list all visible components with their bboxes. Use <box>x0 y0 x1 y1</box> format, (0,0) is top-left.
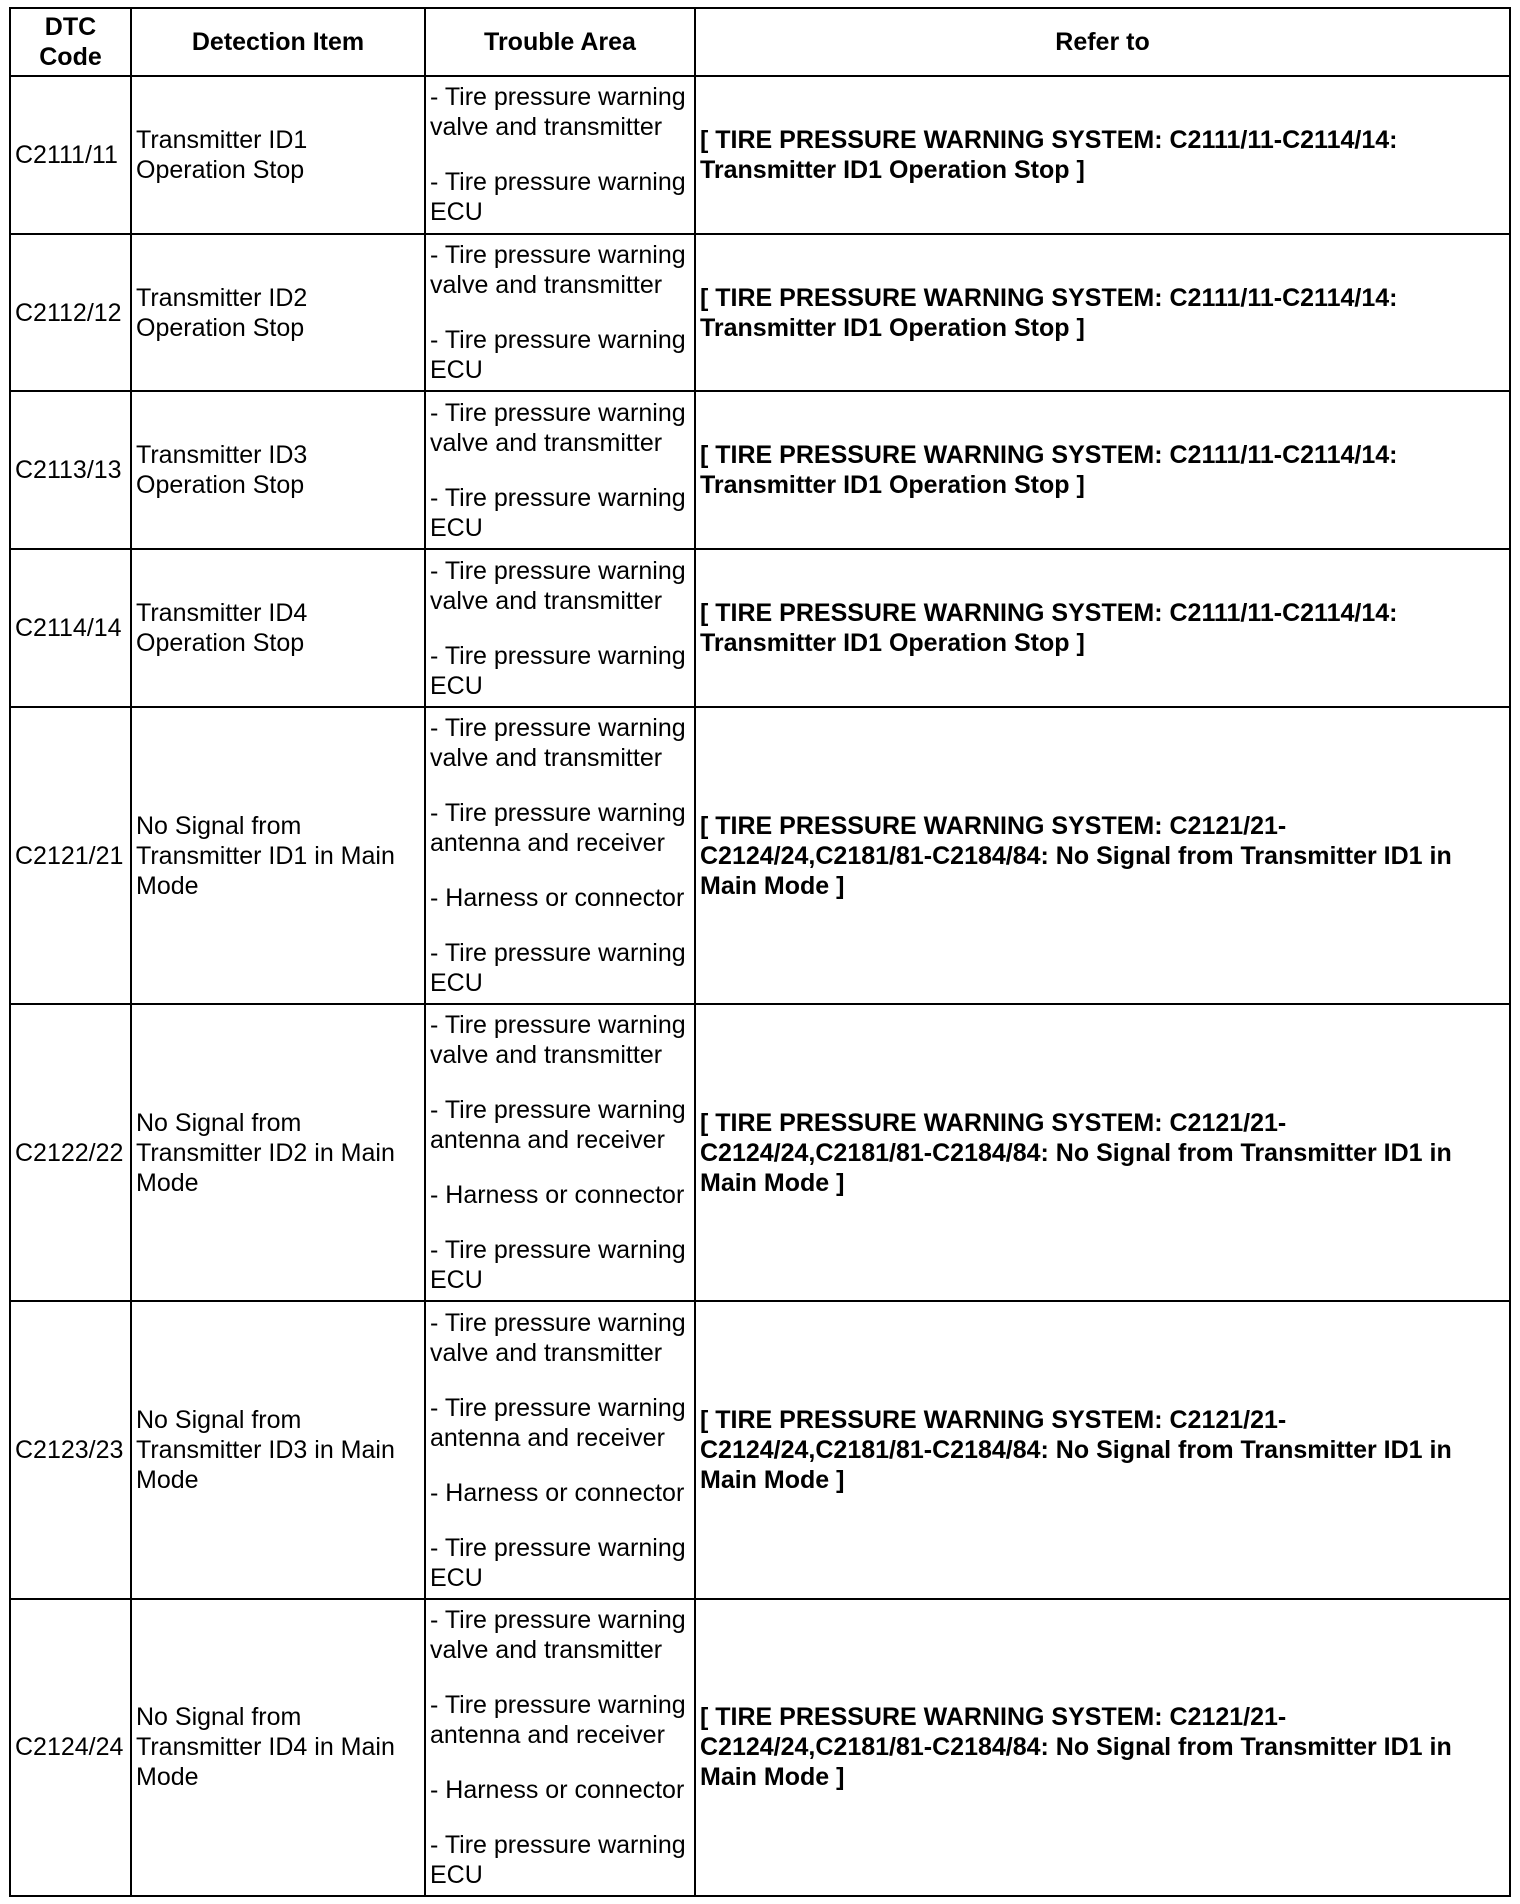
trouble-area-cell <box>425 234 695 392</box>
table-row <box>10 1004 1510 1301</box>
trouble-area-item: - Harness or connector <box>430 1181 685 1210</box>
table-row <box>10 391 1510 549</box>
trouble-area-item: - Harness or connector <box>430 1775 685 1804</box>
dtc-table <box>9 7 1511 1897</box>
trouble-area-item: - Tire pressure warning ECU <box>430 483 686 542</box>
detection-item-cell: Transmitter ID4 Operation Stop <box>131 549 425 707</box>
refer-to-link[interactable]: [ TIRE PRESSURE WARNING SYSTEM: C2111/11-C2114/14: Transmitter ID1 Operation Stop ] <box>695 391 1510 549</box>
dtc-code-cell: C2112/12 <box>10 234 131 392</box>
trouble-area-item: - Harness or connector <box>430 884 685 912</box>
refer-to-link[interactable]: [ TIRE PRESSURE WARNING SYSTEM: C2121/21-C2124/24,C2181/81-C2184/84: No Signal from Transmitter ID1 in Main Mode ] <box>695 1004 1510 1301</box>
trouble-area-item: - Tire pressure warning valve and transmitter <box>430 398 686 457</box>
detection-item-cell: No Signal from Transmitter ID2 in Main Mode <box>131 1004 425 1301</box>
trouble-area-item: - Tire pressure warning valve and transmitter <box>430 241 686 300</box>
header-refer-to: Refer to <box>695 8 1510 76</box>
refer-to-link[interactable]: [ TIRE PRESSURE WARNING SYSTEM: C2111/11-C2114/14: Transmitter ID1 Operation Stop ] <box>695 549 1510 707</box>
trouble-area-cell <box>425 391 695 549</box>
trouble-area-item: - Tire pressure warning valve and transmitter <box>430 714 686 772</box>
refer-to-link[interactable]: [ TIRE PRESSURE WARNING SYSTEM: C2111/11-C2114/14: Transmitter ID1 Operation Stop ] <box>695 234 1510 392</box>
header-trouble-area: Trouble Area <box>425 8 695 76</box>
dtc-code-cell: C2124/24 <box>10 1599 131 1896</box>
trouble-area-cell <box>425 1599 695 1896</box>
trouble-area-item: - Tire pressure warning antenna and receiver <box>430 1690 686 1749</box>
trouble-area-cell <box>425 1301 695 1598</box>
dtc-code-cell: C2111/11 <box>10 76 131 234</box>
table-row <box>10 234 1510 392</box>
trouble-area-item: - Tire pressure warning antenna and receiver <box>430 799 686 857</box>
trouble-area-item: - Tire pressure warning valve and transmitter <box>430 1011 686 1070</box>
refer-to-link[interactable]: [ TIRE PRESSURE WARNING SYSTEM: C2121/21-C2124/24,C2181/81-C2184/84: No Signal from Transmitter ID1 in Main Mode ] <box>695 1301 1510 1598</box>
trouble-area-item: - Tire pressure warning valve and transmitter <box>430 1605 686 1664</box>
trouble-area-item: - Tire pressure warning ECU <box>430 326 686 385</box>
header-detection-item: Detection Item <box>131 8 425 76</box>
refer-to-link[interactable]: [ TIRE PRESSURE WARNING SYSTEM: C2121/21-C2124/24,C2181/81-C2184/84: No Signal from Transmitter ID1 in Main Mode ] <box>695 1599 1510 1896</box>
detection-item-cell: No Signal from Transmitter ID4 in Main Mode <box>131 1599 425 1896</box>
table-body <box>10 76 1510 1896</box>
detection-item-cell: Transmitter ID1 Operation Stop <box>131 76 425 234</box>
table-row <box>10 76 1510 234</box>
trouble-area-item: - Tire pressure warning ECU <box>430 939 686 997</box>
dtc-code-cell: C2113/13 <box>10 391 131 549</box>
trouble-area-item: - Tire pressure warning ECU <box>430 1830 686 1889</box>
detection-item-cell: No Signal from Transmitter ID1 in Main Mode <box>131 707 425 1004</box>
table-row <box>10 707 1510 1004</box>
dtc-code-cell: C2122/22 <box>10 1004 131 1301</box>
table-row <box>10 549 1510 707</box>
trouble-area-item: - Tire pressure warning ECU <box>430 1236 686 1295</box>
trouble-area-item: - Tire pressure warning valve and transmitter <box>430 1308 686 1367</box>
trouble-area-cell <box>425 76 695 234</box>
trouble-area-item: - Tire pressure warning ECU <box>430 168 686 227</box>
trouble-area-cell <box>425 1004 695 1301</box>
dtc-code-cell: C2114/14 <box>10 549 131 707</box>
dtc-code-cell: C2123/23 <box>10 1301 131 1598</box>
trouble-area-item: - Tire pressure warning ECU <box>430 641 686 700</box>
table-row <box>10 1599 1510 1896</box>
trouble-area-item: - Tire pressure warning antenna and receiver <box>430 1393 686 1452</box>
header-dtc-code: DTC Code <box>10 8 131 76</box>
trouble-area-cell <box>425 707 695 1004</box>
detection-item-cell: No Signal from Transmitter ID3 in Main Mode <box>131 1301 425 1598</box>
detection-item-cell: Transmitter ID2 Operation Stop <box>131 234 425 392</box>
trouble-area-item: - Tire pressure warning ECU <box>430 1533 686 1592</box>
trouble-area-item: - Tire pressure warning antenna and receiver <box>430 1096 686 1155</box>
trouble-area-item: - Tire pressure warning valve and transmitter <box>430 556 686 615</box>
trouble-area-cell <box>425 549 695 707</box>
refer-to-link[interactable]: [ TIRE PRESSURE WARNING SYSTEM: C2111/11-C2114/14: Transmitter ID1 Operation Stop ] <box>695 76 1510 234</box>
refer-to-link[interactable]: [ TIRE PRESSURE WARNING SYSTEM: C2121/21-C2124/24,C2181/81-C2184/84: No Signal from Transmitter ID1 in Main Mode ] <box>695 707 1510 1004</box>
trouble-area-item: - Harness or connector <box>430 1478 685 1507</box>
table-row <box>10 1301 1510 1598</box>
trouble-area-item: - Tire pressure warning valve and transmitter <box>430 83 686 142</box>
detection-item-cell: Transmitter ID3 Operation Stop <box>131 391 425 549</box>
dtc-code-cell: C2121/21 <box>10 707 131 1004</box>
table-header-row <box>10 8 1510 76</box>
